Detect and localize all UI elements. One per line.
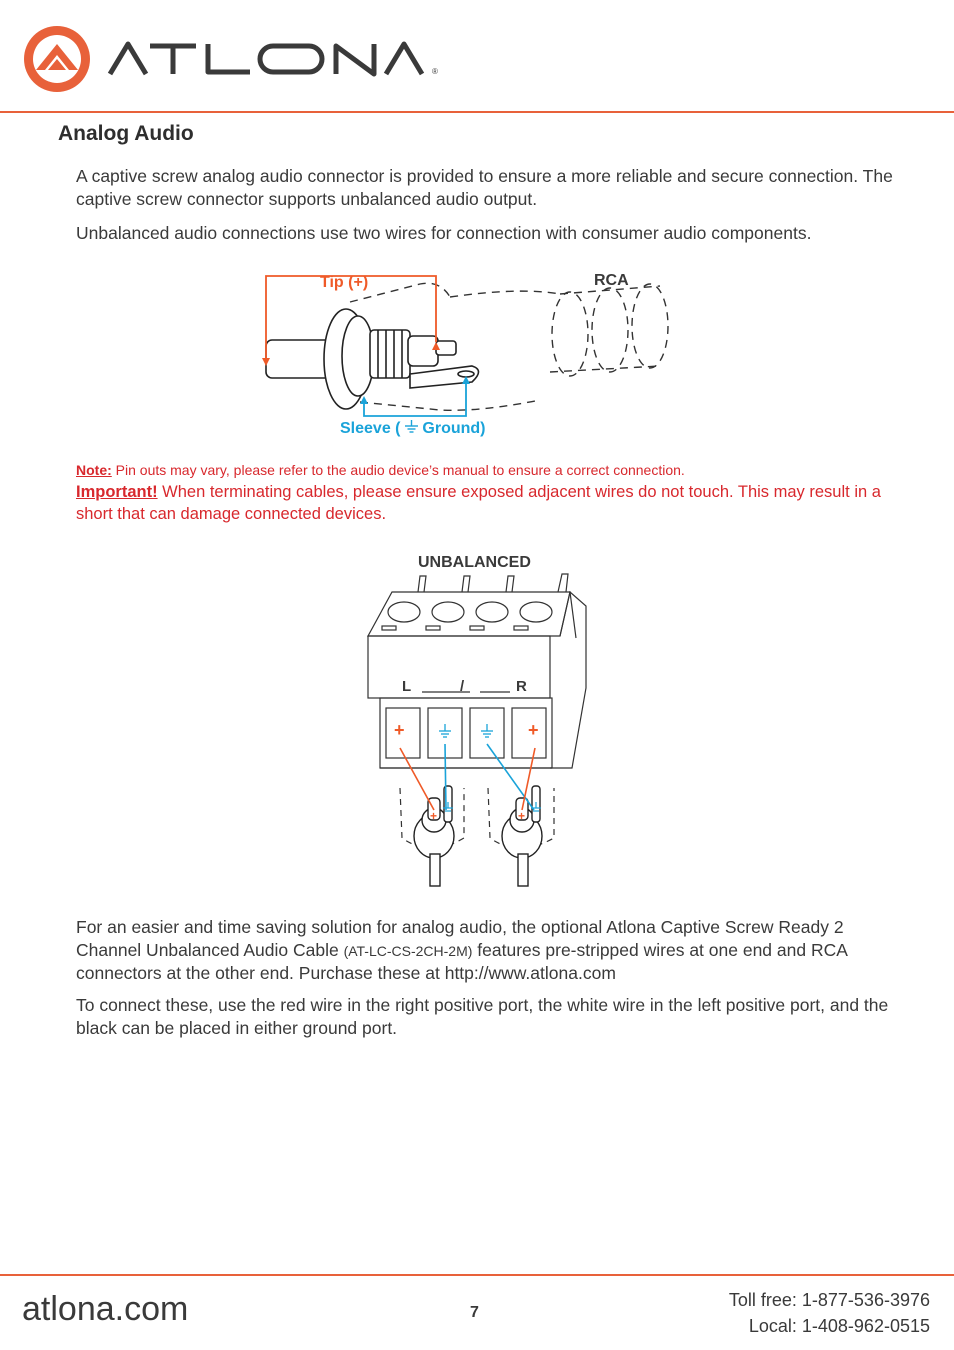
unbalanced-paragraph: Unbalanced audio connections use two wires for connection with consumer audio components. — [76, 223, 812, 243]
wiring-paragraph: To connect these, use the red wire in the right positive port, the white wire in the left positive port, and the black can be placed in either ground port. — [76, 995, 889, 1038]
channel-separator: / — [460, 678, 465, 695]
rca-label: RCA — [594, 272, 629, 289]
right-positive-symbol: + — [528, 720, 539, 740]
unbalanced-terminal-diagram — [360, 548, 600, 893]
cable-paragraph-a: For an easier and time saving solution for analog audio, the optional Atlona Captive Screw Ready 2 Channel Unbalanced Audio Cable — [76, 917, 844, 960]
rca-connector-diagram — [240, 262, 720, 452]
sleeve-label-pre: Sleeve ( — [340, 420, 401, 437]
left-channel-label: L — [402, 678, 412, 695]
ground-icon — [405, 420, 418, 434]
cable-paragraph-b: features pre-stripped wires at one end and RCA connectors at the other end. Purchase these at http://www.atlona.com — [76, 939, 847, 983]
page-number: 7 — [470, 1304, 479, 1321]
section-title: Analog Audio — [58, 122, 194, 145]
cable-paragraph — [76, 916, 906, 985]
svg-text:+: + — [430, 809, 438, 823]
left-positive-symbol: + — [394, 720, 405, 740]
sleeve-label — [340, 420, 485, 438]
cable-model-number: (AT-LC-CS-2CH-2M) — [343, 942, 473, 959]
note-line — [76, 462, 906, 478]
footer-divider — [0, 1274, 954, 1276]
sleeve-label-post: Ground) — [422, 420, 486, 437]
important-text: When terminating cables, please ensure exposed adjacent wires do not touch. This may result in a short that can damage connected devices. — [76, 483, 881, 523]
footer-contact — [729, 1287, 930, 1339]
footer-website[interactable]: atlona.com — [22, 1290, 189, 1328]
toll-free-number: Toll free: 1-877-536-3976 — [728, 1290, 930, 1310]
unbalanced-title: UNBALANCED — [418, 554, 531, 571]
tip-label: Tip (+) — [320, 274, 369, 291]
right-channel-label: R — [516, 678, 527, 695]
important-label: Important! — [76, 483, 158, 501]
header-divider — [0, 111, 954, 113]
local-number: Local: 1-408-962-0515 — [748, 1316, 930, 1336]
note-label: Note: — [76, 462, 112, 478]
important-line — [76, 481, 906, 525]
svg-text:®: ® — [432, 67, 438, 76]
atlona-logo-icon — [22, 24, 452, 94]
svg-text:+: + — [518, 809, 526, 823]
intro-paragraph: A captive screw analog audio connector is provided to ensure a more reliable and secure connection. The captive screw connector supports unbalanced audio output. — [76, 166, 893, 209]
note-text: Pin outs may vary, please refer to the audio device’s manual to ensure a correct connection. — [111, 462, 685, 478]
